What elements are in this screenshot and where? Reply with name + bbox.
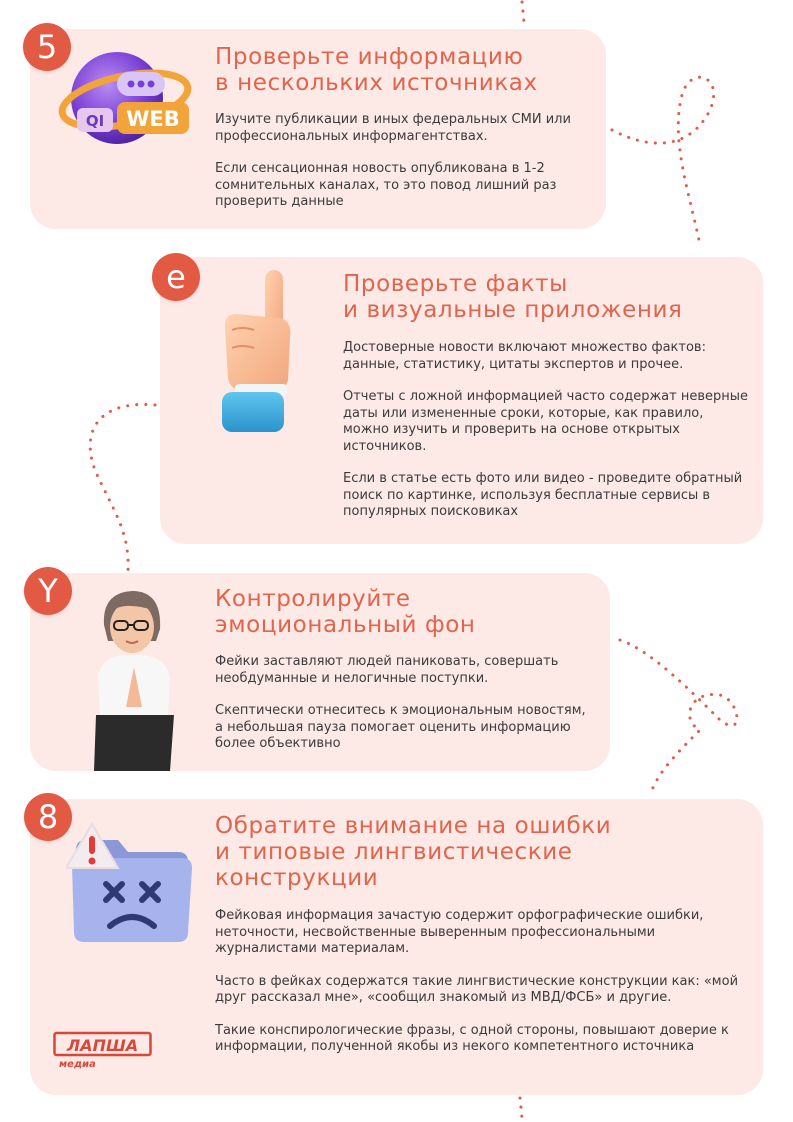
section-1-paragraph-1: Изучите публикации в иных федеральных СМИ или профессиональных информагентствах. — [215, 112, 571, 144]
section-2-paragraph-1: Достоверные новости включают множество фактов: данные, статистику, цитаты экспертов и прочее. — [343, 340, 706, 372]
logo-name: ЛАПША — [66, 1036, 139, 1055]
section-title-4 — [215, 813, 655, 891]
section-title-2-line-2: и визуальные приложения — [343, 297, 683, 323]
section-title-3-line-2: эмоциональный фон — [215, 612, 476, 638]
section-title-1-line-1: Проверьте информацию — [215, 44, 524, 70]
section-badge-2: e — [152, 253, 200, 301]
section-body-1 — [215, 112, 593, 227]
section-2-paragraph-3: Если в статье есть фото или видео - проведите обратный поиск по картинке, используя бесплатные сервисы в популярных поисковиках — [343, 471, 743, 519]
dotted-line-top — [522, 2, 524, 22]
dotted-line-right-knot — [620, 640, 737, 790]
section-body-4 — [215, 908, 755, 1072]
section-2-paragraph-2: Отчеты с ложной информацией часто содержат неверные даты или измененные сроки, которые, как правило, можно изучить и проверить на основе открытых источников. — [343, 389, 749, 454]
lapsha-media-logo — [53, 1031, 153, 1076]
dotted-line-right-loop — [612, 77, 714, 245]
section-title-4-line-3: конструкции — [215, 865, 379, 891]
section-title-4-line-1: Обратите внимание на ошибки — [215, 813, 612, 839]
section-4-paragraph-3: Такие конспирологические фразы, с одной стороны, повышают доверие к информации, полученной якобы из некого компетентного источника — [215, 1022, 729, 1054]
section-title-1 — [215, 44, 595, 96]
section-badge-1: 5 — [23, 23, 71, 71]
section-title-1-line-2: в нескольких источниках — [215, 70, 538, 96]
dotted-line-left-curve — [90, 404, 155, 570]
sad-folder-warning-icon — [66, 820, 198, 944]
web-globe-icon — [55, 42, 195, 152]
section-title-2-line-1: Проверьте факты — [343, 271, 568, 297]
section-1-paragraph-2: Если сенсационная новость опубликована в 1-2 сомнительных каналах, то это повод лишний раз проверить данные — [215, 161, 557, 209]
section-3-paragraph-1: Фейки заставляют людей паниковать, совершать необдуманные и нелогичные поступки. — [215, 654, 559, 686]
section-title-2 — [343, 271, 743, 323]
logo-sub: медиа — [59, 1059, 96, 1070]
section-3-paragraph-2: Скептически отнеситесь к эмоциональным новостям, а небольшая пауза помогает оценить информацию более объективно — [215, 703, 586, 751]
section-title-3-line-1: Контролируйте — [215, 586, 411, 612]
section-body-2 — [343, 340, 748, 537]
section-body-3 — [215, 654, 595, 769]
section-badge-4: 8 — [24, 793, 72, 841]
section-title-4-line-2: и типовые лингвистические — [215, 839, 573, 865]
dotted-line-bottom — [520, 1098, 522, 1118]
pointing-hand-icon — [210, 268, 300, 438]
section-badge-3: Y — [24, 567, 72, 615]
section-title-3 — [215, 586, 595, 638]
calm-person-icon — [90, 585, 180, 771]
chip-right-text: WEB — [126, 107, 180, 131]
section-4-paragraph-1: Фейковая информация зачастую содержит орфографические ошибки, неточности, несвойственные выверенным профессиональными журналистами материалам. — [215, 908, 704, 956]
section-4-paragraph-2: Часто в фейках содержатся такие лингвистические конструкции как: «мой друг рассказал мне», «сообщил знакомый из МВД/ФСБ» и другие. — [215, 973, 739, 1005]
chip-left-text: QI — [85, 112, 105, 130]
